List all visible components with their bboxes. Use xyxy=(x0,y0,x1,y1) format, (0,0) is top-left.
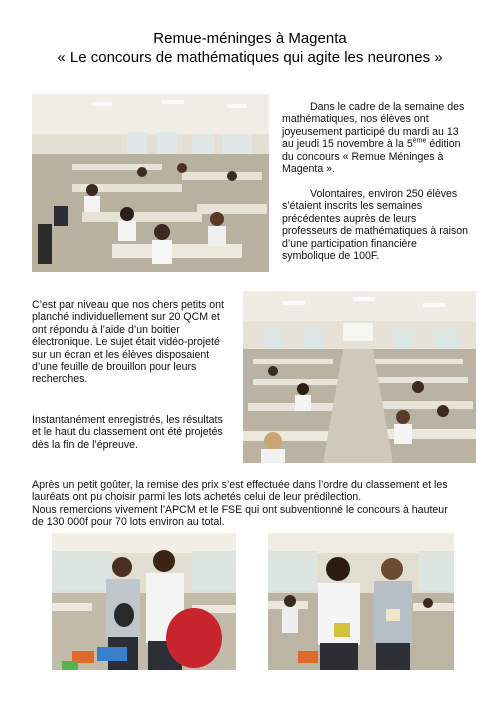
intro-paragraph: Dans le cadre de la semaine des mathématiques, nos élèves ont joyeusement participé du mardi au 13 au jeudi 15 novembre à la 5ème édition du concours « Remue Méninges à Magenta ». xyxy=(282,101,465,176)
participation-paragraph: Volontaires, environ 250 élèves s’étaient inscrits les semaines précédentes auprès de leurs professeurs de mathématiques à raison d’une participation financière symbolique de 100F. xyxy=(282,188,469,263)
results-paragraph: Instantanément enregistrés, les résultats et le haut du classement ont été projetés dès la fin de l’épreuve. xyxy=(32,414,223,451)
classroom-photo-2 xyxy=(243,291,476,463)
classroom-photo-1 xyxy=(32,94,269,272)
winners-photo-2 xyxy=(268,533,454,670)
thanks-paragraph: Nous remercions vivement l’APCM et le FSE qui ont subventionné le concours à hauteur de 130 000f pour 70 lots environ au total. xyxy=(32,504,448,529)
prize-paragraph: Après un petit goûter, la remise des prix s’est effectuée dans l’ordre du classement et les lauréats ont pu choisir parmi les lots achetés celui de leur prédilection. xyxy=(32,479,448,504)
contest-description-paragraph: C’est par niveau que nos chers petits ont planché individuellement sur 20 QCM et ont répondu à l’aide d’un boitier électronique. Le sujet était vidéo-projeté sur un écran et les élèves disposaient d’une feuille de brouillon pour leurs recherches. xyxy=(32,299,224,386)
winners-photo-1 xyxy=(52,533,236,670)
page-subtitle: « Le concours de mathématiques qui agite les neurones » xyxy=(57,49,443,66)
page-title: Remue-méninges à Magenta xyxy=(153,30,347,47)
